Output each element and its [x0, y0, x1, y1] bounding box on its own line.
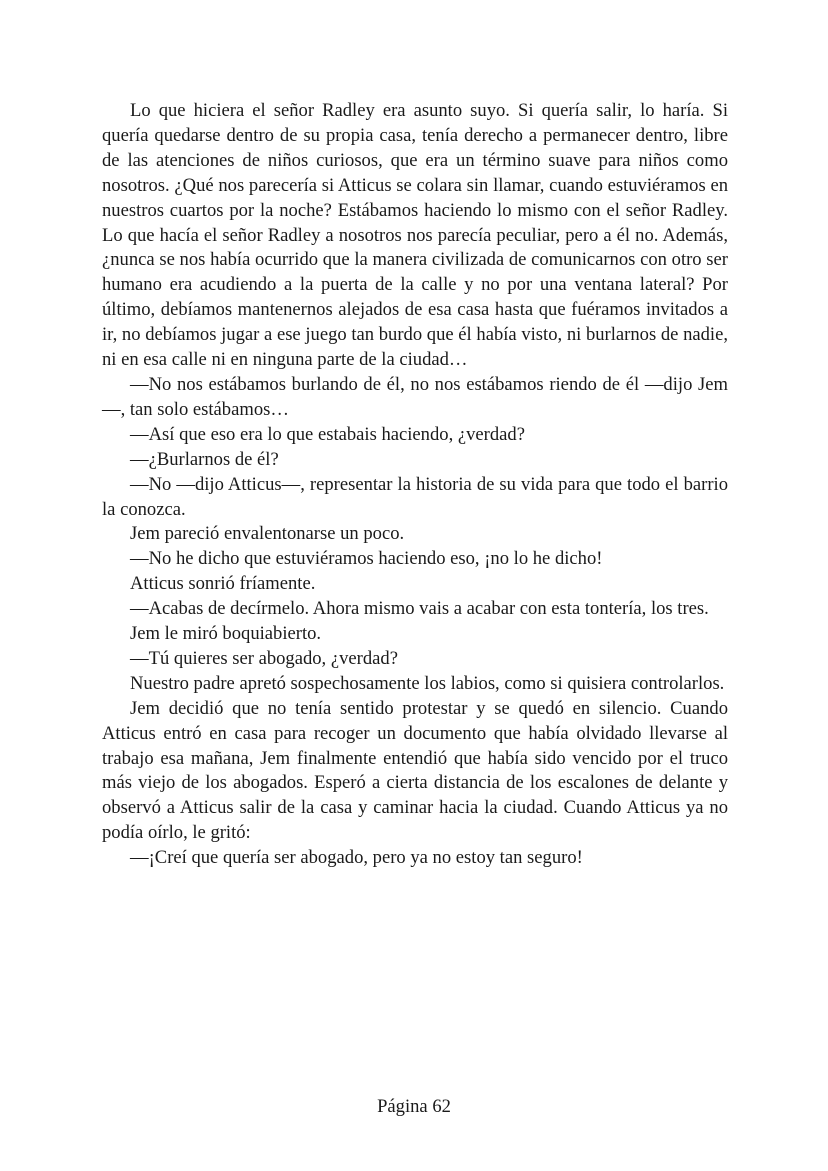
paragraph: —No he dicho que estuviéramos haciendo eso, ¡no lo he dicho! — [130, 548, 603, 570]
paragraph: Atticus sonrió fríamente. — [130, 573, 316, 595]
page-body-text — [102, 99, 728, 871]
paragraph: —¿Burlarnos de él? — [130, 448, 279, 470]
paragraph: —¡Creí que quería ser abogado, pero ya no estoy tan seguro! — [130, 847, 583, 869]
page-number: Página 62 — [377, 1096, 451, 1117]
paragraph: —Acabas de decírmelo. Ahora mismo vais a acabar con esta tontería, los tres. — [130, 598, 709, 620]
paragraph: Nuestro padre apretó sospechosamente los labios, como si quisiera controlarlos. — [130, 672, 725, 694]
paragraph: —Tú quieres ser abogado, ¿verdad? — [130, 647, 398, 669]
paragraph: Jem le miró boquiabierto. — [130, 623, 322, 645]
paragraph: —No nos estábamos burlando de él, no nos estábamos riendo de él —dijo Jem—, tan solo estábamos… — [102, 373, 728, 420]
paragraph: —Así que eso era lo que estabais haciendo, ¿verdad? — [130, 423, 525, 445]
paragraph: Jem pareció envalentonarse un poco. — [130, 523, 405, 545]
paragraph: Jem decidió que no tenía sentido protestar y se quedó en silencio. Cuando Atticus entró en casa para recoger un documento que había olvidado llevarse al trabajo esa mañana, Jem finalmente entendió que había sido vencido por el truco más viejo de los abogados. Esperó a cierta distancia de los escalones de delante y observó a Atticus salir de la casa y caminar hacia la ciudad. Cuando Atticus ya no podía oírlo, le gritó: — [102, 697, 728, 844]
paragraph: —No —dijo Atticus—, representar la historia de su vida para que todo el barrio la conozca. — [102, 473, 728, 520]
paragraph: Lo que hiciera el señor Radley era asunto suyo. Si quería salir, lo haría. Si quería quedarse dentro de su propia casa, tenía derecho a permanecer dentro, libre de las atenciones de niños curiosos, que era un término suave para niños como nosotros. ¿Qué nos parecería si Atticus se colara sin llamar, cuando estuviéramos en nuestros cuartos por la noche? Estábamos haciendo lo mismo con el señor Radley. Lo que hacía el señor Radley a nosotros nos parecía peculiar, pero a él no. Además, ¿nunca se nos había ocurrido que la manera civilizada de comunicarnos con otro ser humano era acudiendo a la puerta de la calle y no por una ventana lateral? Por último, debíamos mantenernos alejados de esa casa hasta que fuéramos invitados a ir, no debíamos jugar a ese juego tan burdo que él había visto, ni burlarnos de nadie, ni en esa calle ni en ninguna parte de la ciudad… — [102, 100, 728, 371]
